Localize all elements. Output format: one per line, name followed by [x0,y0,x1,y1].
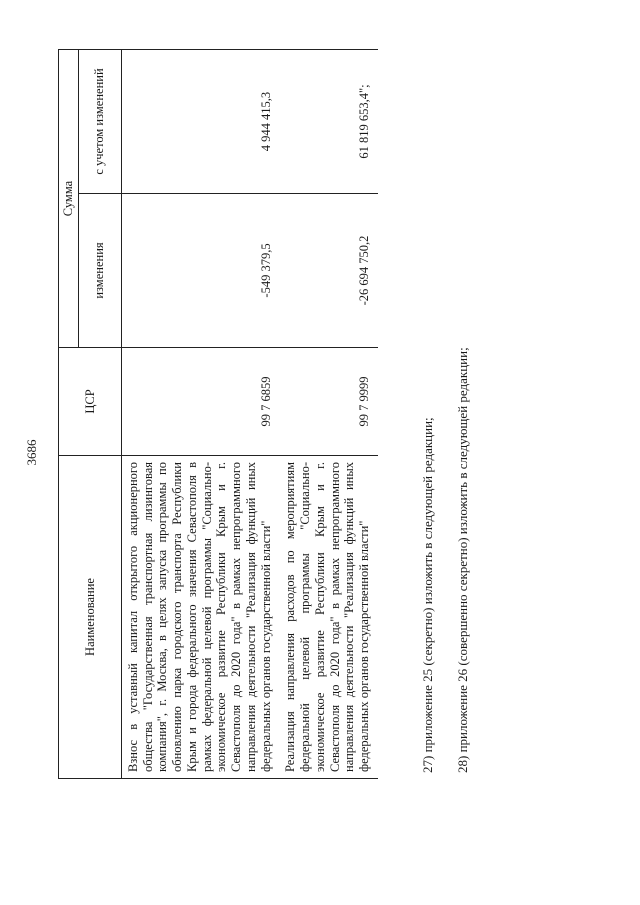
row-name: Взнос в уставный капитал открытого акционерного общества "Государственная транспортная лизинговая компания", г. Москва, в целях запуска программы по обновлению парка городского транспорта Республики Крым и города федерального значения Севастополя в рамках федеральной целевой программы "Социально-экономическое развитие Республики Крым и г. Севастополя до 2020 года" в рамках непрограммного направления деятельности "Реализация функций иных федеральных органов государственной власти" [121,456,279,779]
header-sum: Сумма [59,50,79,348]
header-csr: ЦСР [59,348,122,456]
row-csr: 99 7 6859 [121,348,279,456]
row-change: -549 379,5 [121,194,279,348]
header-name: Наименование [59,456,122,779]
row-csr: 99 7 9999 [279,348,378,456]
row-total: 61 819 653,4"; [279,50,378,194]
budget-table [58,49,378,779]
row-name: Реализация направления расходов по мероприятиям федеральной целевой программы "Социально-экономическое развитие Республики Крым и г. Севастополя до 2020 года" в рамках непрограммного направления деятельности "Реализация функций иных федеральных органов государственной власти" [279,456,378,779]
page-number: 3686 [24,439,39,466]
row-change: -26 694 750,2 [279,194,378,348]
header-changes: изменения [78,194,121,348]
amendment-item: 28) приложение 26 (совершенно секретно) изложить в следующей редакции; [455,347,470,773]
row-total: 4 944 415,3 [121,50,279,194]
table-row [121,50,279,779]
amendment-item: 27) приложение 25 (секретно) изложить в следующей редакции; [420,417,435,773]
header-with-changes: с учетом изменений [78,50,121,194]
table-row [279,50,378,779]
